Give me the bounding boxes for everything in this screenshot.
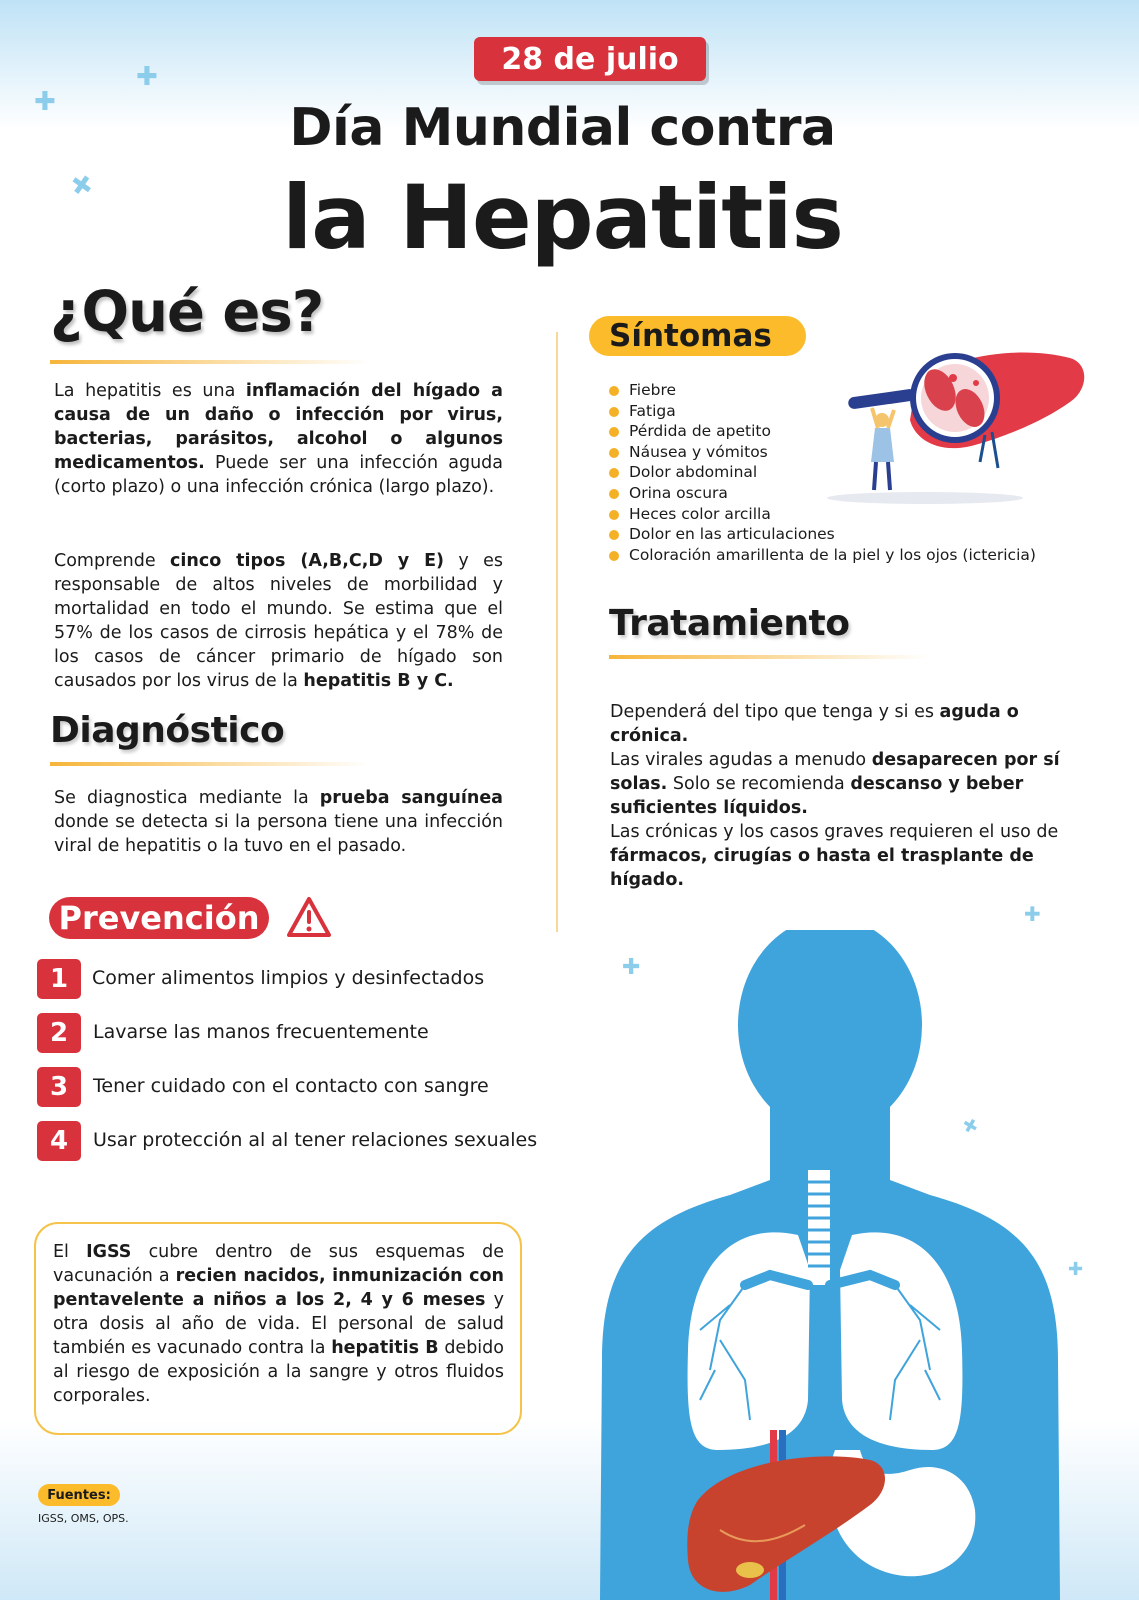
list-item-text: Tener cuidado con el contacto con sangre [93,1075,489,1097]
list-item [37,1121,538,1161]
plus-icon: ✚ [136,62,158,92]
plus-icon: ✚ [34,87,56,117]
page-title-line2: la Hepatitis [282,166,843,269]
list-item: Pérdida de apetito [607,421,1036,442]
que-es-paragraph-1: La hepatitis es una inflamación del hígado a causa de un daño o infección por virus, bacterias, parásitos, alcohol o algunos medicamentos. Puede ser una infección aguda (corto plazo) o una infección crónica (largo plazo). [54,381,503,497]
number-badge: 4 [37,1121,81,1161]
igss-paragraph: El IGSS cubre dentro de sus esquemas de vacunación a recien nacidos, inmunización con pentavelente a niños a los 2, 4 y 6 meses y otra dosis al año de vida. El personal de salud también es vacunado contra la hepatitis B debido al riesgo de exposición a la sangre y otros fluidos corporales. [53,1242,504,1406]
tratamiento-heading: Tratamiento [609,603,850,644]
warning-icon [286,896,332,938]
list-item: Coloración amarillenta de la piel y los ojos (ictericia) [607,545,1036,566]
list-item [37,1013,429,1053]
list-item [37,959,485,999]
list-item-text: Lavarse las manos frecuentemente [93,1021,429,1043]
page-title-line1: Día Mundial contra [289,98,836,158]
list-item: Fiebre [607,380,1036,401]
plus-icon: ✚ [622,955,641,980]
plus-icon: ✚ [63,167,99,205]
list-item-text: Comer alimentos limpios y desinfectados [92,967,485,989]
que-es-heading: ¿Qué es? [50,280,324,345]
human-body-illustration [580,930,1139,1600]
que-es-paragraph-2: Comprende cinco tipos (A,B,C,D y E) y es responsable de altos niveles de morbilidad y mortalidad en todo el mundo. Se estima que el 57% de los casos de cirrosis hepática y el 78% de los casos de cáncer primario de hígado son causados por los virus de la hepatitis B y C. [54,551,504,691]
list-item: Fatiga [607,401,1036,422]
date-badge: 28 de julio [474,37,706,81]
list-item: Dolor abdominal [607,462,1036,483]
sintomas-heading: Síntomas [589,316,806,356]
plus-icon: ✚ [1068,1259,1084,1280]
plus-icon: ✚ [958,1113,982,1140]
number-badge: 2 [37,1013,81,1053]
heading-underline [50,360,370,364]
number-badge: 3 [37,1067,81,1107]
diagnostico-heading: Diagnóstico [50,710,285,751]
list-item-text: Usar protección al al tener relaciones sexuales [93,1129,538,1151]
list-item: Heces color arcilla [607,504,1036,525]
heading-underline [50,762,370,766]
heading-underline [609,655,929,659]
liver-magnifier-illustration [820,350,1090,510]
number-badge: 1 [37,959,81,999]
plus-icon: ✚ [1024,902,1041,926]
fuentes-text: IGSS, OMS, OPS. [38,1512,129,1525]
list-item [37,1067,489,1107]
igss-info-box [34,1222,522,1435]
column-divider [556,332,558,932]
fuentes-badge: Fuentes: [38,1484,120,1506]
tratamiento-paragraph: Dependerá del tipo que tenga y si es aguda o crónica. Las virales agudas a menudo desaparecen por sí solas. Solo se recomienda descanso y beber suficientes líquidos. Las crónicas y los casos graves requieren el uso de fármacos, cirugías o hasta el trasplante de hígado. [610,702,1060,890]
list-item: Orina oscura [607,483,1036,504]
diagnostico-paragraph: Se diagnostica mediante la prueba sanguínea donde se detecta si la persona tiene una infección viral de hepatitis o la tuvo en el pasado. [54,788,503,856]
prevencion-heading: Prevención [49,897,269,939]
list-item: Náusea y vómitos [607,442,1036,463]
list-item: Dolor en las articulaciones [607,524,1036,545]
